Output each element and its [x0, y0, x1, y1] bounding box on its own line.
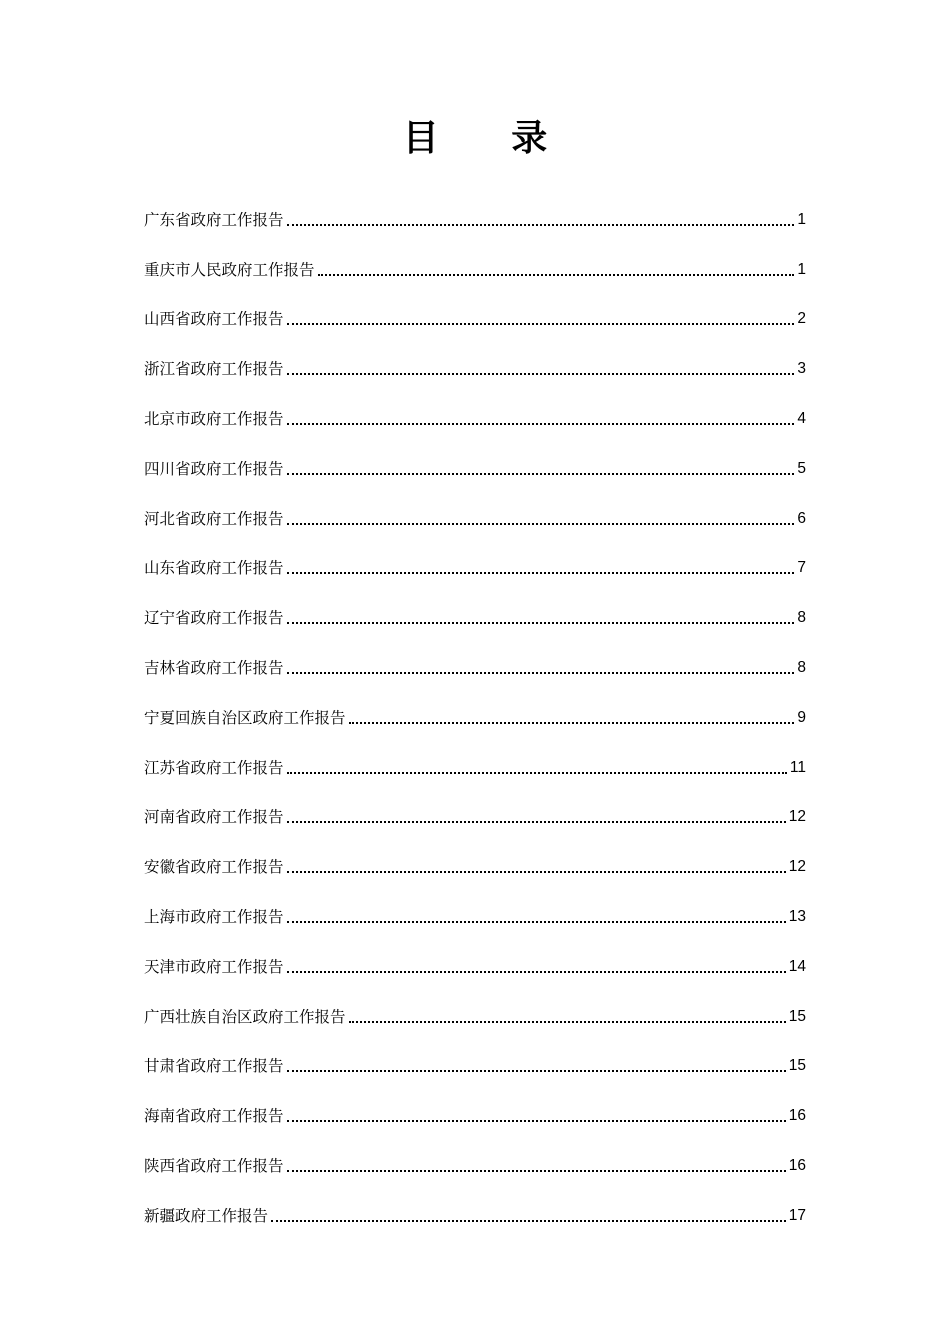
toc-entry-page: 1 [797, 260, 806, 278]
toc-dot-leader [287, 373, 795, 375]
toc-entry-label: 山东省政府工作报告 [144, 559, 284, 578]
toc-entry-page: 8 [797, 609, 806, 627]
toc-entry[interactable] [144, 794, 806, 844]
toc-entry-label: 天津市政府工作报告 [144, 957, 284, 976]
toc-entry-page: 5 [797, 459, 806, 477]
toc-entry-page: 9 [797, 708, 806, 726]
toc-entry-label: 四川省政府工作报告 [144, 459, 284, 478]
toc-dot-leader [287, 821, 786, 823]
toc-entry-page: 17 [788, 1206, 806, 1224]
toc-entry[interactable] [144, 545, 806, 595]
toc-dot-leader [287, 1070, 786, 1072]
toc-entry[interactable] [144, 345, 806, 395]
toc-entry-page: 15 [788, 1057, 806, 1075]
toc-dot-leader [318, 274, 795, 276]
toc-entry-label: 海南省政府工作报告 [144, 1107, 284, 1126]
toc-entry-label: 广西壮族自治区政府工作报告 [144, 1007, 346, 1026]
toc-entry-page: 15 [788, 1007, 806, 1025]
toc-dot-leader [287, 323, 795, 325]
toc-entry[interactable] [144, 246, 806, 296]
toc-entry-label: 北京市政府工作报告 [144, 409, 284, 428]
toc-dot-leader [287, 572, 795, 574]
toc-entry[interactable] [144, 196, 806, 246]
toc-dot-leader [287, 871, 786, 873]
toc-entry[interactable] [144, 1192, 806, 1242]
toc-entry-label: 广东省政府工作报告 [144, 210, 284, 229]
toc-entry-page: 6 [797, 509, 806, 527]
toc-dot-leader [287, 772, 787, 774]
toc-entry-page: 7 [797, 559, 806, 577]
toc-entry-label: 辽宁省政府工作报告 [144, 609, 284, 628]
toc-dot-leader [287, 672, 795, 674]
toc-dot-leader [287, 224, 795, 226]
toc-dot-leader [349, 1021, 786, 1023]
toc-entry-label: 甘肃省政府工作报告 [144, 1057, 284, 1076]
toc-entry-page: 2 [797, 310, 806, 328]
toc-entry-label: 山西省政府工作报告 [144, 310, 284, 329]
toc-entry[interactable] [144, 296, 806, 346]
toc-entry[interactable] [144, 1092, 806, 1142]
toc-entry[interactable] [144, 744, 806, 794]
toc-entry[interactable] [144, 843, 806, 893]
toc-entry[interactable] [144, 993, 806, 1043]
toc-entry-label: 安徽省政府工作报告 [144, 858, 284, 877]
toc-dot-leader [287, 971, 786, 973]
toc-entry-label: 上海市政府工作报告 [144, 907, 284, 926]
toc-entry-label: 河南省政府工作报告 [144, 808, 284, 827]
toc-entry[interactable] [144, 395, 806, 445]
toc-entry-label: 重庆市人民政府工作报告 [144, 260, 315, 279]
toc-entry-label: 河北省政府工作报告 [144, 509, 284, 528]
toc-dot-leader [349, 722, 795, 724]
toc-entry-label: 江苏省政府工作报告 [144, 758, 284, 777]
toc-entry-label: 宁夏回族自治区政府工作报告 [144, 708, 346, 727]
toc-entry[interactable] [144, 694, 806, 744]
toc-entry-page: 12 [788, 858, 806, 876]
toc-dot-leader [271, 1220, 786, 1222]
toc-entry-page: 4 [797, 409, 806, 427]
toc-entry-page: 16 [788, 1156, 806, 1174]
toc-entry[interactable] [144, 943, 806, 993]
toc-entry-page: 11 [789, 758, 806, 776]
toc-dot-leader [287, 921, 786, 923]
toc-entry[interactable] [144, 893, 806, 943]
toc-entry-page: 8 [797, 658, 806, 676]
toc-dot-leader [287, 523, 795, 525]
page-title: 目 录 [402, 117, 578, 159]
toc-dot-leader [287, 423, 795, 425]
toc-entry-label: 新疆政府工作报告 [144, 1206, 269, 1225]
toc-entry-page: 16 [788, 1107, 806, 1125]
toc-dot-leader [287, 1170, 786, 1172]
toc-entry[interactable] [144, 1043, 806, 1093]
toc-entry[interactable] [144, 445, 806, 495]
toc-entry-page: 12 [788, 808, 806, 826]
toc-entry-page: 1 [797, 210, 806, 228]
toc-entry-page: 3 [797, 360, 806, 378]
toc-entry-page: 13 [788, 907, 806, 925]
toc-dot-leader [287, 473, 795, 475]
toc-entry[interactable] [144, 495, 806, 545]
toc-entry-label: 吉林省政府工作报告 [144, 658, 284, 677]
toc-dot-leader [287, 1120, 786, 1122]
toc-entry[interactable] [144, 594, 806, 644]
toc-entry-label: 浙江省政府工作报告 [144, 360, 284, 379]
toc-dot-leader [287, 622, 795, 624]
toc-entry-label: 陕西省政府工作报告 [144, 1156, 284, 1175]
toc-entry-page: 14 [788, 957, 806, 975]
toc-list [144, 196, 806, 1242]
toc-entry[interactable] [144, 644, 806, 694]
toc-entry[interactable] [144, 1142, 806, 1192]
